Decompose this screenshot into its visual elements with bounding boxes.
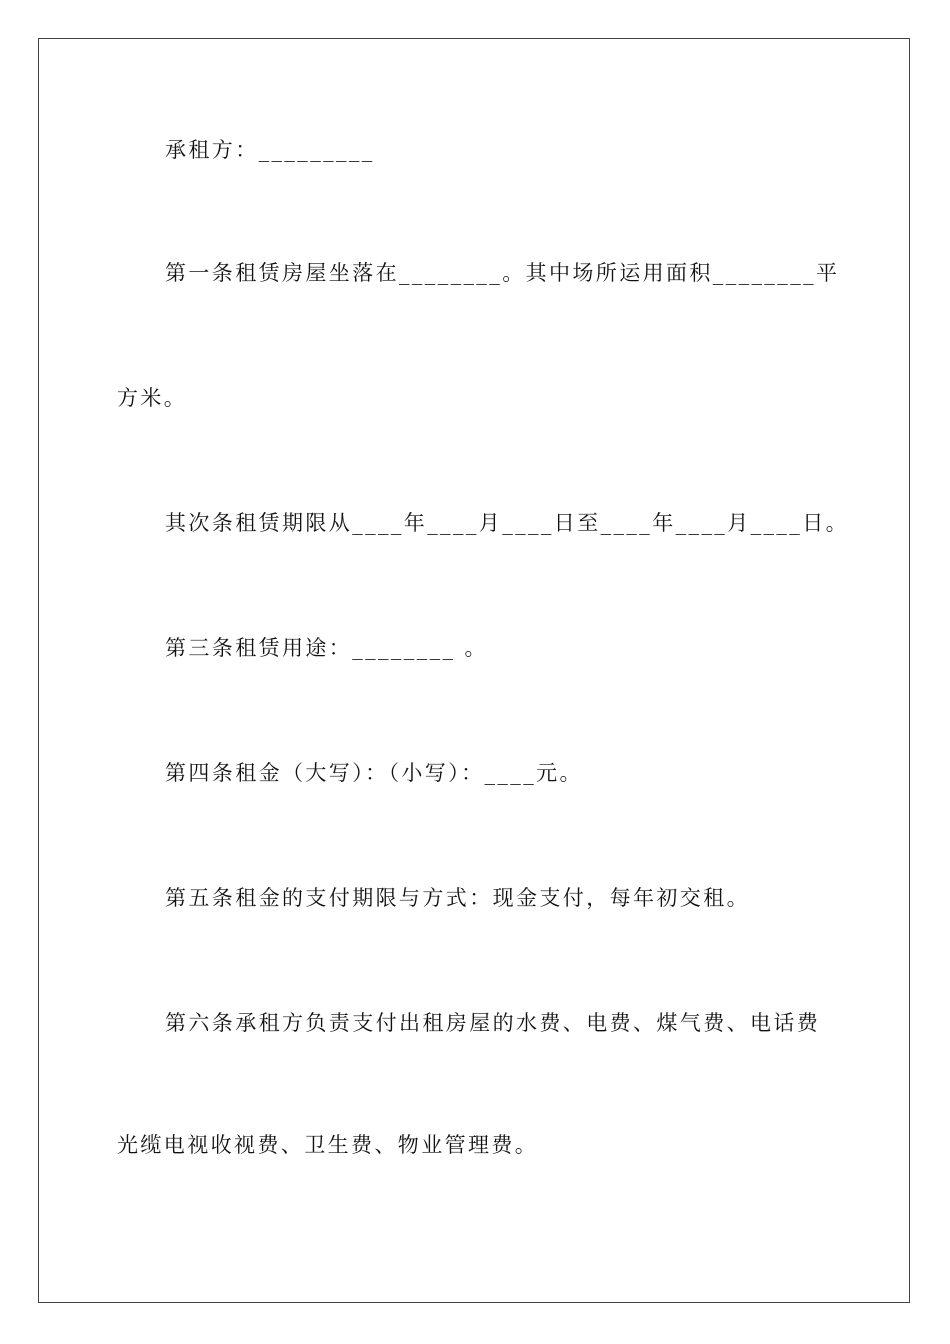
lessee-line: 承租方：_________ (165, 138, 375, 162)
article-1-location-area: 第一条租赁房屋坐落在________。其中场所运用面积________平 (165, 261, 840, 285)
article-6-utilities: 第六条承租方负责支付出租房屋的水费、电费、煤气费、电话费 (165, 1011, 821, 1035)
article-1-continuation: 方米。 (117, 386, 188, 410)
article-5-payment-terms: 第五条租金的支付期限与方式：现金支付，每年初交租。 (165, 886, 750, 910)
article-3-lease-purpose: 第三条租赁用途：________ 。 (165, 636, 488, 660)
article-6-continuation: 光缆电视收视费、卫生费、物业管理费。 (117, 1133, 539, 1157)
article-4-rent-amount: 第四条租金（大写）：（小写）：____元。 (165, 761, 583, 785)
page-border (38, 38, 910, 1303)
article-2-lease-term: 其次条租赁期限从____年____月____日至____年____月____日。 (165, 511, 849, 535)
